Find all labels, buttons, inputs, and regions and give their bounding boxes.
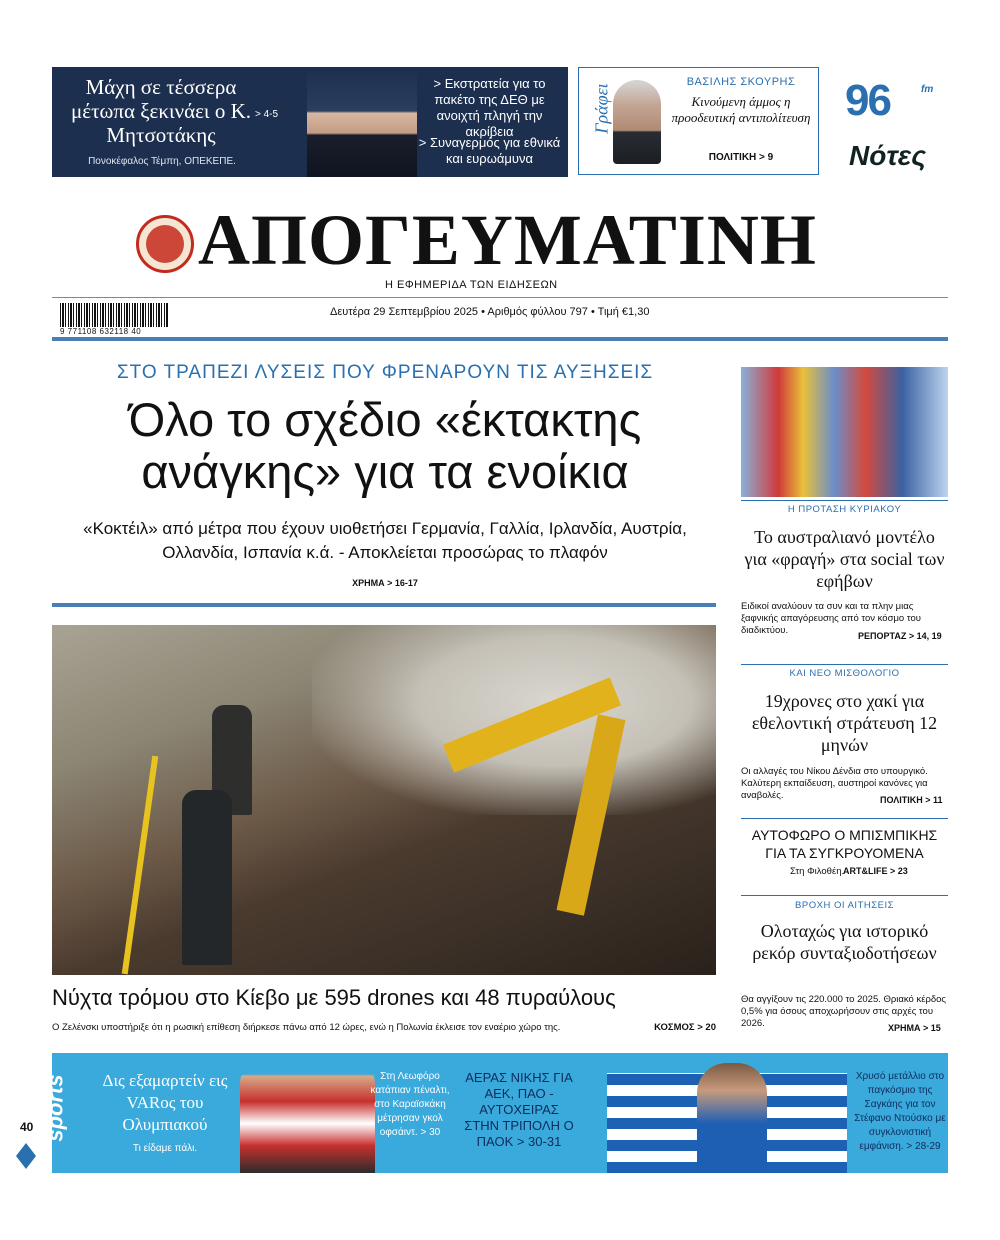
barcode-number: 9 771108 632118 40 [60, 327, 142, 336]
diamond-icon [16, 1143, 36, 1169]
dateline: Δευτέρα 29 Σεπτεμβρίου 2025 • Αριθμός φύλλου 797 • Τιμή €1,30 [330, 306, 650, 318]
main-deck: «Κοκτέιλ» από μέτρα που έχουν υιοθετήσει Γερμανία, Γαλλία, Ιρλανδία, Αυστρία, Ολλανδία, Ισπανία κ.ά. - Αποκλείεται προσώρας το πλαφόν [83, 519, 687, 562]
radio-name: Νότες [849, 140, 927, 171]
sidebar-page-ref[interactable]: ΠΟΛΙΤΙΚΗ > 11 [880, 795, 943, 805]
sidebar-page-ref[interactable]: ART&LIFE > 23 [843, 866, 908, 876]
sports-story-var[interactable]: Στη Λεωφόρο κατάπιαν πέναλτι, στο Καραϊσκάκη μέτρησαν γκολ οφσάιντ. > 30 [370, 1071, 450, 1138]
divider [741, 664, 948, 665]
sports-strip[interactable] [42, 1053, 948, 1173]
sidebar-headline[interactable]: 19χρονες στο χακί για εθελοντική στράτευση 12 μηνών [751, 691, 938, 755]
divider [741, 895, 948, 896]
top-promo-page-ref: > 4-5 [255, 109, 279, 120]
politician-photo [307, 67, 417, 177]
top-promo-headline: Μάχη σε τέσσερα μέτωπα ξεκινάει ο Κ. Μητσοτάκης [71, 75, 251, 147]
main-kicker: ΣΤΟ ΤΡΑΠΕΖΙ ΛΥΣΕΙΣ ΠΟΥ ΦΡΕΝΑΡΟΥΝ ΤΙΣ ΑΥΞΗΣΕΙΣ [116, 362, 654, 383]
sidebar-kicker: ΒΡΟΧΗ ΟΙ ΑΙΤΗΣΕΙΣ [795, 900, 894, 911]
top-promo-subtitle: Πονοκέφαλος Τέμπη, ΟΠΕΚΕΠΕ. [88, 156, 236, 167]
columnist-title: Κινούμενη άμμος η προοδευτική αντιπολίτευση [671, 94, 811, 125]
sports-story-results[interactable]: ΑΕΡΑΣ ΝΙΚΗΣ ΓΙΑ ΑΕΚ, ΠΑΟ - ΑΥΤΟΧΕΙΡΑΣ ΣΤΗΝ ΤΡΙΠΟΛΗ Ο ΠΑΟΚ > 30-31 [464, 1070, 574, 1149]
sidebar-kicker: ΚΑΙ ΝΕΟ ΜΙΣΘΟΛΟΓΙΟ [789, 668, 900, 679]
photo-story-caption: Ο Ζελένσκι υποστήριξε ότι η ρωσική επίθεση διήρκεσε πάνω από 12 ώρες, ενώ η Πολωνία έκλεισε τον εναέριο χώρο της. ΚΟΣΜΟΣ > 20 [52, 1022, 716, 1033]
newspaper-emblem-icon [136, 215, 194, 273]
radio-logo [841, 72, 951, 182]
sidebar-headline[interactable]: ΑΥΤΟΦΩΡΟ Ο ΜΠΙΣΜΠΙΚΗΣ ΓΙΑ ΤΑ ΣΥΓΚΡΟΥΟΜΕΝΑ [751, 827, 938, 861]
barcode-icon [60, 303, 168, 327]
sports-label: sports [42, 1074, 68, 1142]
divider [52, 603, 716, 607]
columnist-promo[interactable] [578, 67, 819, 175]
page-number: 40 [20, 1120, 34, 1134]
athlete-photo [697, 1063, 767, 1173]
newspaper-tagline: Η ΕΦΗΜΕΡΙΔΑ ΤΩΝ ΕΙΔΗΣΕΩΝ [385, 279, 558, 291]
sidebar-text: Ειδικοί αναλύουν τα συν και τα πλην μιας ξαφνικής απαγόρευσης από τον κόσμο του διαδικτύου. [741, 601, 921, 636]
teens-phones-photo [741, 367, 948, 497]
radio-frequency: 96 [845, 76, 890, 125]
columnist-vertical-label: Γράφει [591, 83, 612, 134]
divider [741, 500, 948, 501]
newspaper-title: ΑΠΟΓΕΥΜΑΤΙΝΗ [198, 200, 817, 280]
main-page-ref[interactable]: ΧΡΗΜΑ > 16-17 [352, 578, 418, 588]
sidebar-page-ref[interactable]: ΧΡΗΜΑ > 15 [888, 1023, 941, 1033]
divider [52, 337, 948, 341]
sidebar-headline[interactable]: Ολοταχώς για ιστορικό ρεκόρ συνταξιοδοτήσεων [752, 921, 937, 963]
sidebar-text: Στη Φιλοθέη. [790, 866, 845, 877]
columnist-photo [613, 80, 661, 164]
divider [52, 297, 948, 298]
sidebar-kicker: Η ΠΡΟΤΑΣΗ ΚΥΡΙΑΚΟΥ [787, 504, 902, 515]
sidebar-headline[interactable]: Το αυστραλιανό μοντέλο για «φραγή» στα social των εφήβων [744, 527, 945, 591]
sports-story-gold[interactable]: Χρυσό μετάλλιο στο παγκόσμιο της Σαγκάης για τον Στέφανο Ντούσκο με συγκλονιστική εμφάνιση. > 28-29 [854, 1071, 946, 1152]
top-promo-item-1: > Εκστρατεία για το πακέτο της ΔΕΘ με ανοιχτή πληγή την ακρίβεια [433, 76, 546, 139]
photo-story-headline[interactable]: Νύχτα τρόμου στο Κίεβο με 595 drones και 48 πυραύλους [52, 985, 616, 1010]
kyiv-rubble-photo[interactable] [52, 625, 716, 975]
columnist-page-ref: ΠΟΛΙΤΙΚΗ > 9 [708, 152, 774, 163]
columnist-name: ΒΑΣΙΛΗΣ ΣΚΟΥΡΗΣ [686, 76, 796, 88]
players-photo [240, 1063, 375, 1173]
sidebar-page-ref[interactable]: ΡΕΠΟΡΤΑΖ > 14, 19 [858, 631, 942, 641]
divider [741, 818, 948, 819]
top-promo-politics[interactable] [52, 67, 568, 177]
sports-story-subtitle: Τι είδαμε πάλι. [132, 1143, 198, 1154]
sidebar-text: Οι αλλαγές του Νίκου Δένδια στο υπουργικό. Καλύτερη εκπαίδευση, αυστηροί κανόνες για αναβολές. [741, 766, 928, 801]
radio-unit: fm [921, 84, 934, 95]
top-promo-item-2: > Συναγερμός για εθνικά και ευρωάμυνα [418, 135, 561, 166]
sidebar-text: Θα αγγίξουν τις 220.000 το 2025. Θριακό κέρδος 0,5% για όσους αποχωρήσουν στις αρχές του 2026. [741, 994, 946, 1029]
photo-story-page-ref: ΚΟΣΜΟΣ > 20 [654, 1022, 716, 1033]
sports-story-olympiacos[interactable]: Δις εξαμαρτείν εις VARος του Ολυμπιακού [102, 1071, 228, 1134]
main-headline[interactable]: Όλο το σχέδιο «έκτακτης ανάγκης» για τα ενοίκια [128, 393, 642, 498]
